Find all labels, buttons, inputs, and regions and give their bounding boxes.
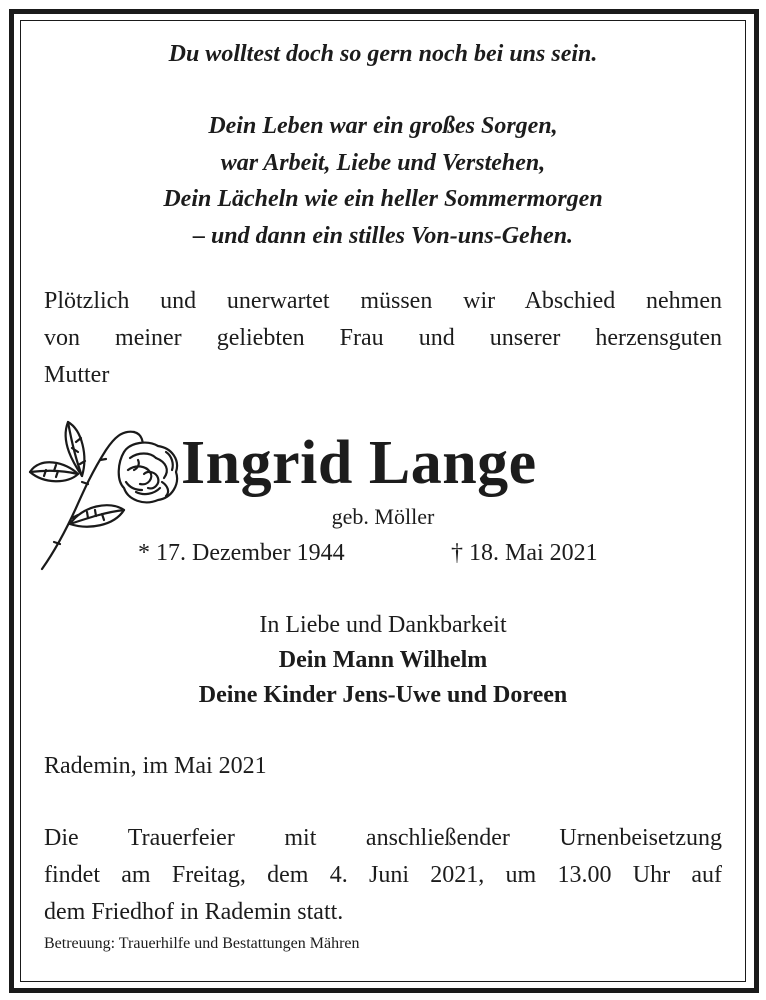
funeral-info: [44, 820, 722, 931]
poem-line: – und dann ein stilles Von-uns-Gehen.: [192, 222, 574, 249]
poem-line: war Arbeit, Liebe und Verstehen,: [220, 149, 546, 176]
funeral-line: Die Trauerfeier mit anschließender Urnenbeisetzung: [44, 825, 722, 851]
greeting-line: In Liebe und Dankbarkeit: [259, 612, 507, 638]
poem-line: Dein Leben war ein großes Sorgen,: [208, 113, 558, 139]
poem-line: Dein Lächeln wie ein heller Sommermorgen: [163, 186, 603, 212]
intro-text: [44, 283, 722, 394]
maiden-name: [0, 503, 766, 531]
motto: Du wolltest doch so gern noch bei uns sein.: [168, 41, 598, 67]
funeral-service-credit: Betreuung: Trauerhilfe und Bestattungen Mähren: [44, 935, 360, 952]
intro-line: Plötzlich und unerwartet müssen wir Abschied nehmen: [44, 288, 722, 314]
intro-line: Mutter: [44, 362, 110, 388]
funeral-line: findet am Freitag, dem 4. Juni 2021, um 13.00 Uhr auf: [44, 862, 722, 888]
children-line: Deine Kinder Jens-Uwe und Doreen: [198, 682, 568, 708]
deceased-name: Ingrid Lange: [181, 429, 537, 497]
intro-line: von meiner geliebten Frau und unserer herzensguten: [44, 325, 722, 351]
funeral-line: dem Friedhof in Rademin statt.: [44, 899, 344, 925]
mourners: [44, 608, 722, 713]
birth-date: * 17. Dezember 1944: [138, 540, 345, 566]
death-date: † 18. Mai 2021: [451, 540, 598, 566]
place-date: Rademin, im Mai 2021: [44, 753, 267, 779]
maiden-name-text: geb. Möller: [331, 504, 435, 529]
husband-line: Dein Mann Wilhelm: [278, 647, 488, 673]
poem: [44, 108, 722, 254]
